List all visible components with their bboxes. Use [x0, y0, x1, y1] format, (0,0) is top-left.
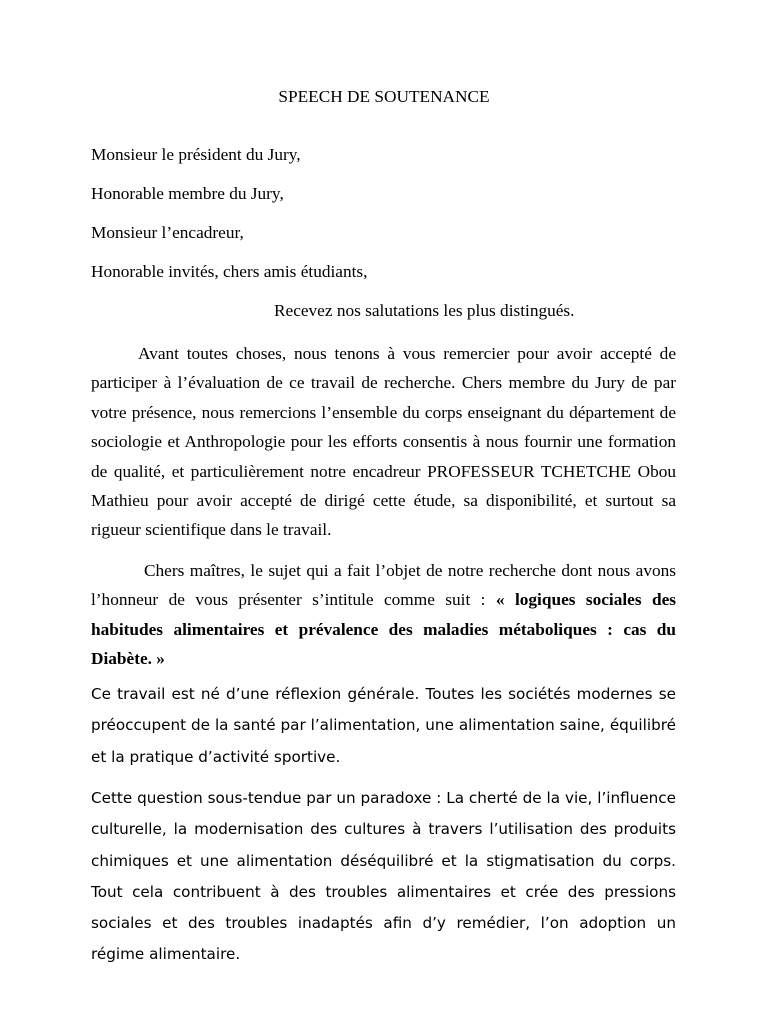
document-title: SPEECH DE SOUTENANCE [278, 87, 490, 106]
addressee-supervisor: Monsieur l’encadreur, [91, 223, 244, 242]
paragraph-acknowledgements: Avant toutes choses, nous tenons à vous remercier pour avoir accepté de participer à l’évaluation de ce travail de recherche. Chers membre du Jury de par votre présence, nous remercions l’ensemble du corps enseignant du département de sociologie et Anthropologie pour les efforts consentis à nous fournir une formation de qualité, et particulièrement notre encadreur PROFESSEUR TCHETCHE Obou Mathieu pour avoir accepté de dirigé cette étude, sa disponibilité, et surtout sa rigueur scientifique dans le travail. [91, 344, 676, 540]
topic-intro-text: Chers maîtres, le sujet qui a fait l’objet de notre recherche dont nous avons l’honneur de vous présenter s’intitule comme suit : [91, 561, 676, 610]
salutation-line: Recevez nos salutations les plus distingués. [274, 301, 575, 320]
paragraph-research-topic [91, 556, 676, 674]
addressee-jury-member: Honorable membre du Jury, [91, 184, 284, 203]
addressee-guests: Honorable invités, chers amis étudiants, [91, 262, 368, 281]
paragraph-origin: Ce travail est né d’une réflexion générale. Toutes les sociétés modernes se préoccupent de la santé par l’alimentation, une alimentation saine, équilibré et la pratique d’activité sportive. [91, 685, 676, 766]
topic-title-text: « logiques sociales des habitudes alimentaires et prévalence des maladies métaboliques : cas du Diabète. » [91, 590, 676, 669]
addressee-president: Monsieur le président du Jury, [91, 145, 301, 164]
paragraph-paradox: Cette question sous-tendue par un paradoxe : La cherté de la vie, l’influence culturelle, la modernisation des cultures à travers l’utilisation des produits chimiques et une alimentation déséquilibré et la stigmatisation du corps. Tout cela contribuent à des troubles alimentaires et crée des pressions sociales et des troubles inadaptés afin d’y remédier, l’on adoption un régime alimentaire. [91, 789, 676, 964]
